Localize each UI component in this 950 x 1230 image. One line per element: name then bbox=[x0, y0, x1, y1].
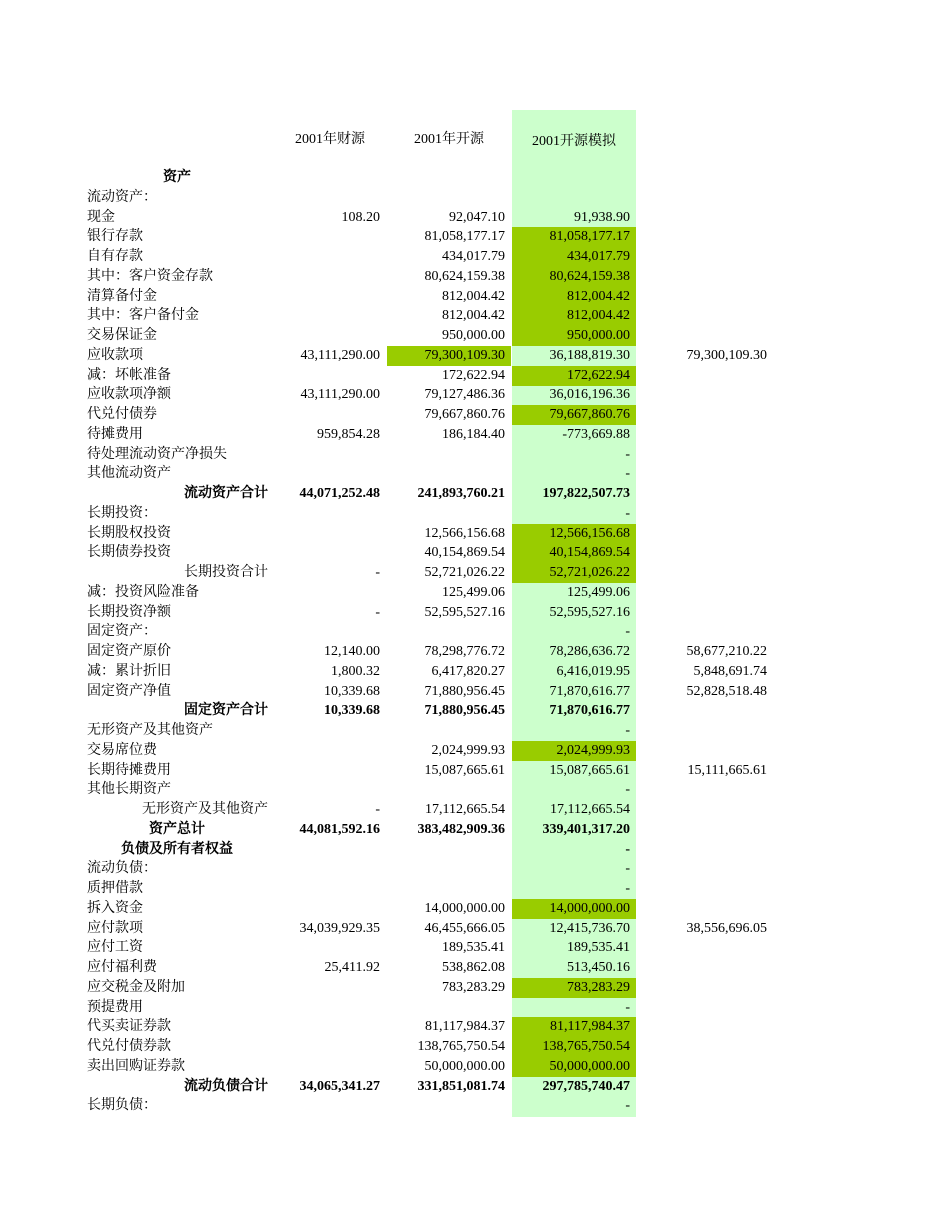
value-cell-col2: 383,482,909.36 bbox=[417, 821, 505, 837]
table-row bbox=[0, 326, 950, 346]
value-cell-col3: 783,283.29 bbox=[512, 978, 636, 998]
value-cell-col3: 189,535.41 bbox=[567, 940, 630, 956]
value-cell-col2: 812,004.42 bbox=[442, 288, 505, 304]
value-cell-col2: 241,893,760.21 bbox=[417, 486, 505, 501]
table-row bbox=[0, 840, 950, 860]
value-cell-col4 bbox=[643, 484, 773, 504]
value-cell-col4 bbox=[643, 1037, 773, 1057]
value-cell-col4 bbox=[643, 227, 773, 247]
value-cell-col2: 189,535.41 bbox=[442, 940, 505, 956]
value-cell-col3: - bbox=[625, 1098, 630, 1114]
value-cell-col2: 2,024,999.93 bbox=[431, 742, 505, 758]
value-cell-col3: 36,016,196.36 bbox=[549, 387, 630, 403]
value-cell-col3: 80,624,159.38 bbox=[512, 267, 636, 287]
value-cell-col1: - bbox=[375, 802, 380, 817]
table-row bbox=[0, 227, 950, 247]
row-label: 拆入资金 bbox=[87, 900, 143, 916]
value-cell-col1 bbox=[262, 168, 386, 188]
value-cell-col3: 297,785,740.47 bbox=[542, 1078, 630, 1094]
value-cell-col1 bbox=[262, 1096, 386, 1116]
table-row bbox=[0, 761, 950, 781]
row-label: 负债及所有者权益 bbox=[121, 841, 233, 857]
value-cell-col1 bbox=[262, 583, 386, 603]
value-cell-col2: 172,622.94 bbox=[442, 367, 505, 383]
value-cell-col2 bbox=[387, 721, 511, 741]
value-cell-col1: - bbox=[375, 604, 380, 620]
value-cell-col3: 71,870,616.77 bbox=[549, 683, 630, 699]
value-cell-col4 bbox=[643, 425, 773, 445]
row-label: 应收款项净额 bbox=[87, 387, 171, 403]
value-cell-col1 bbox=[262, 445, 386, 465]
value-cell-col1 bbox=[262, 464, 386, 484]
value-cell-col2: 79,127,486.36 bbox=[424, 387, 505, 403]
value-cell-col3: 339,401,317.20 bbox=[542, 821, 630, 837]
value-cell-col1: 34,039,929.35 bbox=[299, 920, 380, 936]
value-cell-col2 bbox=[387, 168, 511, 188]
table-row bbox=[0, 958, 950, 978]
row-label: 长期投资合计 bbox=[184, 565, 268, 580]
value-cell-col4 bbox=[643, 543, 773, 563]
value-cell-col1 bbox=[262, 1037, 386, 1057]
value-cell-col2 bbox=[387, 780, 511, 800]
value-cell-col1 bbox=[262, 405, 386, 425]
table-row bbox=[0, 563, 950, 583]
value-cell-col1 bbox=[262, 998, 386, 1018]
value-cell-col4 bbox=[643, 464, 773, 484]
value-cell-col1: 959,854.28 bbox=[317, 426, 380, 442]
value-cell-col1: 12,140.00 bbox=[324, 644, 380, 659]
value-cell-col1 bbox=[262, 938, 386, 958]
value-cell-col1 bbox=[262, 741, 386, 761]
value-cell-col1 bbox=[262, 978, 386, 998]
value-cell-col3: 2,024,999.93 bbox=[512, 741, 636, 761]
row-label: 流动负债： bbox=[87, 861, 157, 877]
value-cell-col2: 71,880,956.45 bbox=[424, 703, 505, 719]
value-cell-col3 bbox=[512, 168, 636, 188]
value-cell-col3: 812,004.42 bbox=[512, 306, 636, 326]
row-label: 长期债券投资 bbox=[87, 545, 171, 561]
table-row bbox=[0, 247, 950, 267]
value-cell-col3: 6,416,019.95 bbox=[556, 663, 630, 679]
table-row bbox=[0, 879, 950, 899]
table-row bbox=[0, 524, 950, 544]
value-cell-col3: 14,000,000.00 bbox=[512, 899, 636, 919]
table-row bbox=[0, 346, 950, 366]
value-cell-col4 bbox=[643, 1017, 773, 1037]
value-cell-col3: 138,765,750.54 bbox=[512, 1037, 636, 1057]
table-row bbox=[0, 978, 950, 998]
value-cell-col1: 44,081,592.16 bbox=[299, 821, 380, 837]
row-label: 资产 bbox=[163, 170, 191, 185]
table-row bbox=[0, 741, 950, 761]
value-cell-col2: 79,300,109.30 bbox=[387, 346, 511, 366]
value-cell-col4 bbox=[643, 978, 773, 998]
row-label: 长期股权投资 bbox=[87, 525, 171, 541]
value-cell-col3: 91,938.90 bbox=[574, 209, 630, 225]
value-cell-col1: 34,065,341.27 bbox=[299, 1078, 380, 1094]
table-row bbox=[0, 820, 950, 840]
table-row bbox=[0, 642, 950, 662]
value-cell-col2 bbox=[387, 840, 511, 860]
value-cell-col3: 40,154,869.54 bbox=[512, 543, 636, 563]
value-cell-col1: 44,071,252.48 bbox=[299, 486, 380, 501]
value-cell-col2: 78,298,776.72 bbox=[424, 644, 505, 659]
value-cell-col4 bbox=[643, 306, 773, 326]
table-row bbox=[0, 168, 950, 188]
value-cell-col4 bbox=[643, 701, 773, 721]
header-2001-open: 2001年开源 bbox=[414, 132, 484, 147]
value-cell-col4 bbox=[643, 208, 773, 228]
row-label: 流动负债合计 bbox=[184, 1078, 268, 1094]
value-cell-col4 bbox=[643, 445, 773, 465]
value-cell-col1: 108.20 bbox=[341, 209, 380, 225]
value-cell-col3: 71,870,616.77 bbox=[549, 703, 630, 719]
value-cell-col2: 14,000,000.00 bbox=[424, 900, 505, 916]
value-cell-col2: 50,000,000.00 bbox=[424, 1058, 505, 1074]
row-label: 交易席位费 bbox=[87, 742, 157, 758]
row-label: 长期待摊费用 bbox=[87, 762, 171, 778]
table-row bbox=[0, 188, 950, 208]
value-cell-col3 bbox=[512, 188, 636, 208]
table-row bbox=[0, 1096, 950, 1116]
value-cell-col2: 79,667,860.76 bbox=[424, 407, 505, 422]
value-cell-col2: 40,154,869.54 bbox=[424, 545, 505, 561]
value-cell-col3: 172,622.94 bbox=[512, 366, 636, 386]
row-label: 卖出回购证券款 bbox=[87, 1058, 185, 1074]
value-cell-col2: 71,880,956.45 bbox=[424, 683, 505, 699]
value-cell-col4 bbox=[643, 938, 773, 958]
value-cell-col1 bbox=[262, 761, 386, 781]
row-label: 流动资产合计 bbox=[184, 486, 268, 501]
value-cell-col2 bbox=[387, 504, 511, 524]
value-cell-col3: 17,112,665.54 bbox=[550, 802, 630, 817]
value-cell-col1 bbox=[262, 1017, 386, 1037]
table-row bbox=[0, 622, 950, 642]
value-cell-col3: - bbox=[625, 624, 630, 640]
value-cell-col4 bbox=[643, 1077, 773, 1097]
value-cell-col2: 46,455,666.05 bbox=[424, 920, 505, 936]
value-cell-col3: 50,000,000.00 bbox=[512, 1057, 636, 1077]
value-cell-col1: 25,411.92 bbox=[324, 960, 380, 975]
value-cell-col4 bbox=[643, 326, 773, 346]
value-cell-col3: 81,117,984.37 bbox=[512, 1017, 636, 1037]
table-row bbox=[0, 267, 950, 287]
value-cell-col1 bbox=[262, 879, 386, 899]
row-label: 无形资产及其他资产 bbox=[142, 802, 268, 817]
value-cell-col3: - bbox=[625, 999, 630, 1015]
value-cell-col4 bbox=[643, 958, 773, 978]
value-cell-col4 bbox=[643, 405, 773, 425]
row-label: 减：投资风险准备 bbox=[87, 584, 199, 600]
value-cell-col3: 197,822,507.73 bbox=[542, 486, 630, 501]
row-label: 应付款项 bbox=[87, 920, 143, 936]
value-cell-col4 bbox=[643, 879, 773, 899]
value-cell-col3: 81,058,177.17 bbox=[512, 227, 636, 247]
value-cell-col2: 80,624,159.38 bbox=[424, 268, 505, 284]
value-cell-col4 bbox=[643, 524, 773, 544]
value-cell-col3: 78,286,636.72 bbox=[549, 644, 630, 659]
row-label: 银行存款 bbox=[87, 229, 143, 245]
value-cell-col3: - bbox=[625, 861, 630, 877]
value-cell-col3: 434,017.79 bbox=[512, 247, 636, 267]
row-label: 固定资产净值 bbox=[87, 683, 171, 699]
value-cell-col2: 812,004.42 bbox=[442, 308, 505, 324]
table-row bbox=[0, 504, 950, 524]
value-cell-col3: 513,450.16 bbox=[567, 960, 630, 975]
table-row bbox=[0, 287, 950, 307]
table-row bbox=[0, 425, 950, 445]
value-cell-col1 bbox=[262, 543, 386, 563]
value-cell-col4 bbox=[643, 287, 773, 307]
row-label: 代买卖证券款 bbox=[87, 1019, 171, 1035]
table-row bbox=[0, 366, 950, 386]
value-cell-col4: 52,828,518.48 bbox=[686, 683, 767, 699]
value-cell-col1 bbox=[262, 780, 386, 800]
value-cell-col3: -773,669.88 bbox=[562, 426, 630, 442]
value-cell-col2: 125,499.06 bbox=[442, 584, 505, 600]
value-cell-col1: 43,111,290.00 bbox=[300, 387, 380, 403]
value-cell-col1 bbox=[262, 899, 386, 919]
value-cell-col3: - bbox=[625, 881, 630, 896]
value-cell-col1 bbox=[262, 1057, 386, 1077]
table-row bbox=[0, 405, 950, 425]
table-row bbox=[0, 721, 950, 741]
value-cell-col2: 783,283.29 bbox=[442, 979, 505, 995]
value-cell-col4 bbox=[643, 267, 773, 287]
value-cell-col2: 6,417,820.27 bbox=[431, 663, 505, 679]
row-label: 预提费用 bbox=[87, 999, 143, 1015]
value-cell-col4 bbox=[643, 840, 773, 860]
row-label: 代兑付债券 bbox=[87, 407, 157, 422]
value-cell-col3: 36,188,819.30 bbox=[549, 347, 630, 363]
value-cell-col4 bbox=[643, 603, 773, 623]
value-cell-col1 bbox=[262, 859, 386, 879]
value-cell-col4 bbox=[643, 188, 773, 208]
value-cell-col2 bbox=[387, 879, 511, 899]
value-cell-col2: 186,184.40 bbox=[442, 426, 505, 442]
table-row bbox=[0, 464, 950, 484]
value-cell-col2: 52,721,026.22 bbox=[424, 565, 505, 580]
value-cell-col4: 79,300,109.30 bbox=[686, 347, 767, 363]
value-cell-col4 bbox=[643, 247, 773, 267]
row-label: 清算备付金 bbox=[87, 288, 157, 304]
value-cell-col4 bbox=[643, 504, 773, 524]
value-cell-col4 bbox=[643, 1096, 773, 1116]
value-cell-col4: 15,111,665.61 bbox=[687, 762, 767, 778]
value-cell-col4 bbox=[643, 998, 773, 1018]
value-cell-col4 bbox=[643, 583, 773, 603]
value-cell-col4 bbox=[643, 800, 773, 820]
value-cell-col2: 81,117,984.37 bbox=[425, 1019, 505, 1035]
value-cell-col1 bbox=[262, 267, 386, 287]
row-label: 减：累计折旧 bbox=[87, 663, 171, 679]
value-cell-col2 bbox=[387, 622, 511, 642]
row-label: 交易保证金 bbox=[87, 328, 157, 343]
table-row bbox=[0, 682, 950, 702]
row-label: 资产总计 bbox=[149, 821, 205, 837]
table-row bbox=[0, 484, 950, 504]
value-cell-col3: - bbox=[625, 782, 630, 798]
row-label: 其中：客户资金存款 bbox=[87, 268, 213, 284]
value-cell-col4 bbox=[643, 820, 773, 840]
value-cell-col4 bbox=[643, 780, 773, 800]
table-row bbox=[0, 306, 950, 326]
value-cell-col4 bbox=[643, 563, 773, 583]
value-cell-col1: 10,339.68 bbox=[324, 703, 380, 719]
table-row bbox=[0, 780, 950, 800]
value-cell-col3: 950,000.00 bbox=[512, 326, 636, 346]
value-cell-col3: 12,415,736.70 bbox=[549, 920, 630, 936]
value-cell-col3: 125,499.06 bbox=[567, 584, 630, 600]
value-cell-col2: 17,112,665.54 bbox=[425, 802, 505, 817]
table-row bbox=[0, 1037, 950, 1057]
value-cell-col1 bbox=[262, 306, 386, 326]
value-cell-col2 bbox=[387, 445, 511, 465]
row-label: 应交税金及附加 bbox=[87, 979, 185, 995]
value-cell-col2: 81,058,177.17 bbox=[424, 229, 505, 245]
table-row bbox=[0, 445, 950, 465]
value-cell-col2: 92,047.10 bbox=[449, 209, 505, 225]
value-cell-col3: - bbox=[625, 505, 630, 521]
row-label: 固定资产合计 bbox=[184, 703, 268, 719]
table-row bbox=[0, 1077, 950, 1097]
value-cell-col4 bbox=[643, 622, 773, 642]
table-row bbox=[0, 208, 950, 228]
value-cell-col1 bbox=[262, 227, 386, 247]
value-cell-col1: - bbox=[375, 565, 380, 580]
value-cell-col3: - bbox=[625, 841, 630, 857]
value-cell-col3: - bbox=[625, 466, 630, 482]
value-cell-col1: 1,800.32 bbox=[331, 663, 380, 679]
value-cell-col1 bbox=[262, 840, 386, 860]
table-row bbox=[0, 938, 950, 958]
value-cell-col2: 12,566,156.68 bbox=[424, 525, 505, 541]
value-cell-col1 bbox=[262, 287, 386, 307]
value-cell-col2: 331,851,081.74 bbox=[417, 1078, 505, 1094]
value-cell-col2: 950,000.00 bbox=[442, 328, 505, 343]
value-cell-col2: 15,087,665.61 bbox=[424, 762, 505, 778]
value-cell-col1 bbox=[262, 622, 386, 642]
value-cell-col2 bbox=[387, 188, 511, 208]
value-cell-col3: - bbox=[625, 446, 630, 462]
value-cell-col4: 58,677,210.22 bbox=[686, 644, 767, 659]
value-cell-col2: 434,017.79 bbox=[442, 249, 505, 264]
table-row bbox=[0, 899, 950, 919]
table-row bbox=[0, 919, 950, 939]
value-cell-col3: 15,087,665.61 bbox=[549, 762, 630, 778]
value-cell-col2 bbox=[387, 859, 511, 879]
row-label: 自有存款 bbox=[87, 249, 143, 264]
row-label: 应付福利费 bbox=[87, 960, 157, 975]
table-row bbox=[0, 543, 950, 563]
table-row bbox=[0, 1017, 950, 1037]
header-2001-finance: 2001年财源 bbox=[295, 132, 365, 147]
value-cell-col2 bbox=[387, 998, 511, 1018]
row-label: 流动资产： bbox=[87, 189, 157, 205]
table-row bbox=[0, 385, 950, 405]
value-cell-col4 bbox=[643, 366, 773, 386]
value-cell-col2 bbox=[387, 1096, 511, 1116]
value-cell-col1 bbox=[262, 326, 386, 346]
value-cell-col4 bbox=[643, 168, 773, 188]
value-cell-col4 bbox=[643, 741, 773, 761]
table-row bbox=[0, 603, 950, 623]
row-label: 无形资产及其他资产 bbox=[87, 723, 213, 738]
table-row bbox=[0, 800, 950, 820]
row-label: 长期负债： bbox=[87, 1098, 157, 1114]
value-cell-col1: 10,339.68 bbox=[324, 683, 380, 699]
value-cell-col3: 52,721,026.22 bbox=[512, 563, 636, 583]
row-label: 应付工资 bbox=[87, 940, 143, 956]
value-cell-col3: 79,667,860.76 bbox=[512, 405, 636, 425]
table-row bbox=[0, 859, 950, 879]
row-label: 现金 bbox=[87, 209, 115, 225]
value-cell-col2: 538,862.08 bbox=[442, 960, 505, 975]
value-cell-col3: 812,004.42 bbox=[512, 287, 636, 307]
row-label: 长期投资净额 bbox=[87, 604, 171, 620]
value-cell-col2: 52,595,527.16 bbox=[424, 604, 505, 620]
table-row bbox=[0, 662, 950, 682]
row-label: 质押借款 bbox=[87, 881, 143, 896]
value-cell-col4 bbox=[643, 859, 773, 879]
row-label: 固定资产原价 bbox=[87, 644, 171, 659]
value-cell-col1: 43,111,290.00 bbox=[300, 347, 380, 363]
value-cell-col2 bbox=[387, 464, 511, 484]
row-label: 其他流动资产 bbox=[87, 466, 171, 482]
row-label: 待处理流动资产净损失 bbox=[87, 446, 227, 462]
row-label: 长期投资： bbox=[87, 505, 157, 521]
value-cell-col3: 52,595,527.16 bbox=[549, 604, 630, 620]
row-label: 代兑付债券款 bbox=[87, 1039, 171, 1054]
value-cell-col3: 12,566,156.68 bbox=[512, 524, 636, 544]
table-row bbox=[0, 998, 950, 1018]
table-row bbox=[0, 583, 950, 603]
row-label: 减：坏帐准备 bbox=[87, 367, 171, 383]
table-row bbox=[0, 701, 950, 721]
value-cell-col4 bbox=[643, 721, 773, 741]
value-cell-col3: - bbox=[625, 723, 630, 738]
value-cell-col4 bbox=[643, 1057, 773, 1077]
value-cell-col1 bbox=[262, 721, 386, 741]
table-row bbox=[0, 1057, 950, 1077]
value-cell-col1 bbox=[262, 504, 386, 524]
value-cell-col1 bbox=[262, 524, 386, 544]
value-cell-col2: 138,765,750.54 bbox=[417, 1039, 505, 1054]
value-cell-col1 bbox=[262, 366, 386, 386]
value-cell-col4 bbox=[643, 899, 773, 919]
row-label: 待摊费用 bbox=[87, 426, 143, 442]
value-cell-col1 bbox=[262, 247, 386, 267]
value-cell-col4: 5,848,691.74 bbox=[693, 663, 767, 679]
row-label: 固定资产： bbox=[87, 624, 157, 640]
value-cell-col1 bbox=[262, 188, 386, 208]
header-2001-open-simulate: 2001开源模拟 bbox=[532, 134, 616, 149]
row-label: 应收款项 bbox=[87, 347, 143, 363]
row-label: 其他长期资产 bbox=[87, 782, 171, 798]
value-cell-col4 bbox=[643, 385, 773, 405]
row-label: 其中：客户备付金 bbox=[87, 308, 199, 324]
value-cell-col4: 38,556,696.05 bbox=[686, 920, 767, 936]
